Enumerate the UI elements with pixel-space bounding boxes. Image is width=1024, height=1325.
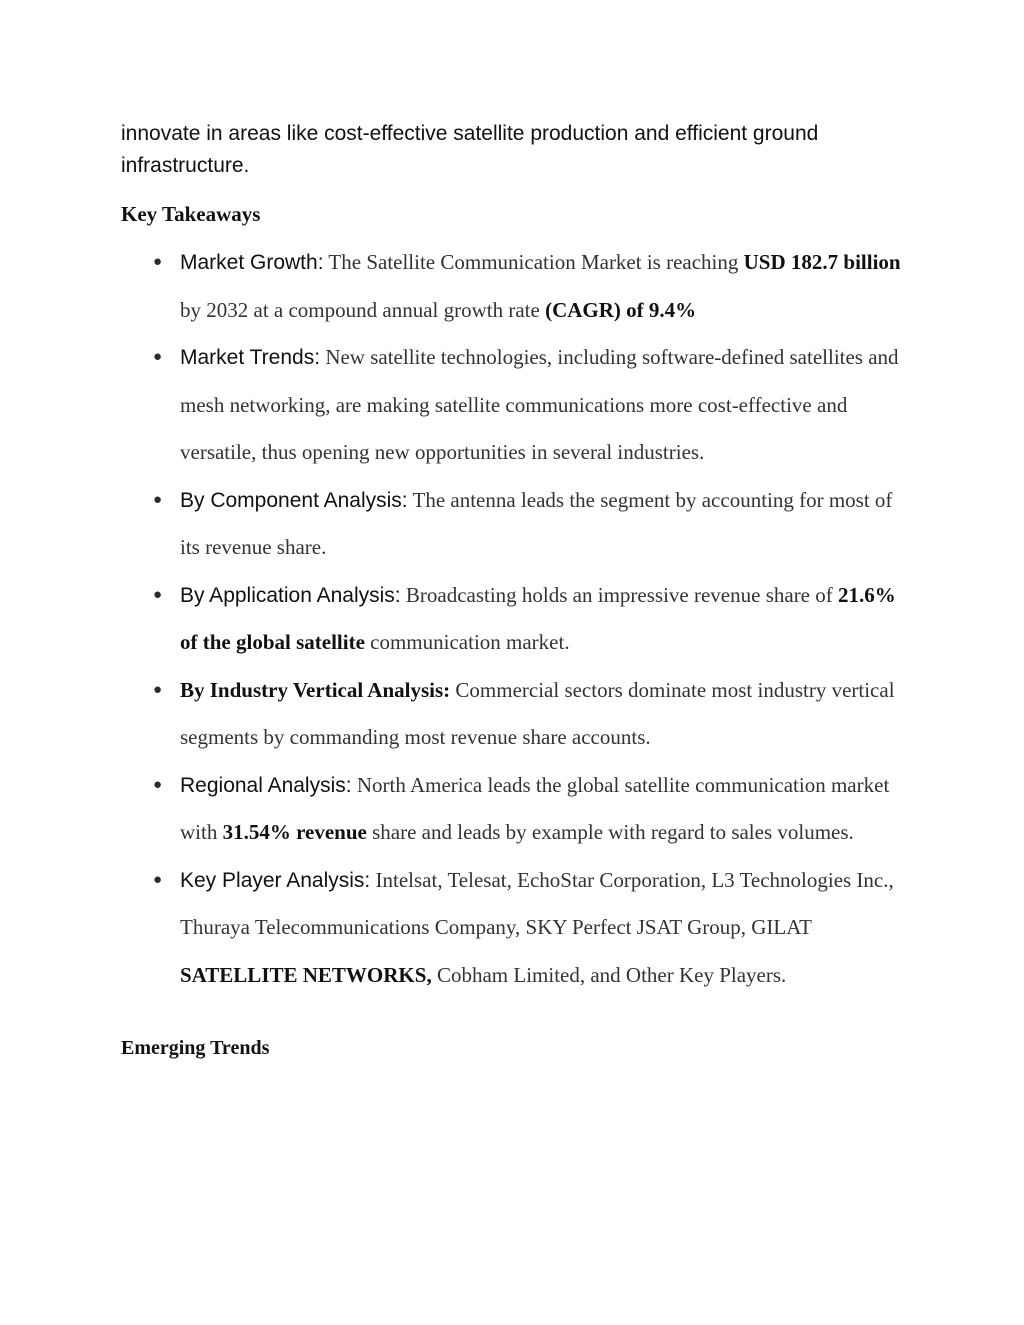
- takeaway-key-player-analysis: [121, 857, 911, 1000]
- takeaway-text: New satellite technologies, including software-defined satellites and mesh networking, are making satellite communications more cost-effective and versatile, thus opening new opportunities in several industries.: [180, 345, 899, 464]
- takeaway-text: The Satellite Communication Market is reaching: [323, 250, 744, 274]
- takeaway-label: Regional Analysis:: [180, 773, 352, 797]
- bullet-icon: ●: [153, 586, 163, 603]
- takeaway-text: North America leads the global satellite communication market with: [180, 772, 890, 844]
- takeaway-text: communication market.: [364, 630, 570, 654]
- takeaway-highlight: SATELLITE NETWORKS,: [180, 962, 432, 987]
- takeaway-highlight: 31.54% revenue: [222, 820, 367, 844]
- bullet-icon: ●: [153, 491, 163, 508]
- emerging-trends-heading: Emerging Trends: [121, 1037, 270, 1059]
- takeaway-highlight: USD 182.7 billion: [743, 250, 901, 274]
- bullet-icon: ●: [153, 681, 163, 698]
- takeaway-market-growth: [121, 239, 911, 334]
- bullet-icon: ●: [153, 349, 163, 365]
- takeaway-text: Broadcasting holds an impressive revenue share of: [400, 582, 838, 607]
- takeaway-label: By Application Analysis:: [180, 583, 401, 607]
- key-takeaways-heading: Key Takeaways: [121, 202, 261, 226]
- takeaway-text: by 2032 at a compound annual growth rate: [180, 297, 546, 322]
- takeaway-label: Market Growth:: [180, 251, 324, 274]
- takeaway-highlight: (CAGR) of 9.4%: [545, 297, 697, 322]
- takeaway-text: Cobham Limited, and Other Key Players.: [431, 962, 787, 987]
- bullet-icon: ●: [153, 254, 163, 270]
- takeaway-industry-vertical-analysis: [121, 667, 911, 762]
- takeaway-application-analysis: [121, 572, 911, 667]
- takeaway-text: The antenna leads the segment by accounting for most of its revenue share.: [180, 487, 893, 559]
- intro-paragraph: innovate in areas like cost-effective satellite production and efficient ground infrastructure.: [121, 122, 819, 177]
- takeaway-text: Intelsat, Telesat, EchoStar Corporation, L3 Technologies Inc., Thuraya Telecommunications Company, SKY Perfect JSAT Group, GILAT: [180, 867, 894, 939]
- takeaway-label: By Industry Vertical Analysis:: [180, 677, 451, 702]
- takeaway-market-trends: [121, 334, 911, 477]
- takeaway-regional-analysis: [121, 762, 911, 857]
- document-page: [121, 118, 911, 1060]
- takeaway-text: share and leads by example with regard to sales volumes.: [366, 820, 854, 844]
- takeaway-highlight: 21.6% of the global satellite: [180, 582, 896, 654]
- key-takeaways-list: [121, 239, 911, 999]
- takeaway-label: By Component Analysis:: [180, 488, 408, 512]
- takeaway-component-analysis: [121, 477, 911, 572]
- bullet-icon: ●: [153, 871, 163, 888]
- bullet-icon: ●: [153, 776, 163, 793]
- takeaway-text: Commercial sectors dominate most industry vertical segments by commanding most revenue share accounts.: [180, 677, 895, 749]
- takeaway-label: Market Trends:: [180, 346, 321, 369]
- takeaway-label: Key Player Analysis:: [180, 868, 371, 892]
